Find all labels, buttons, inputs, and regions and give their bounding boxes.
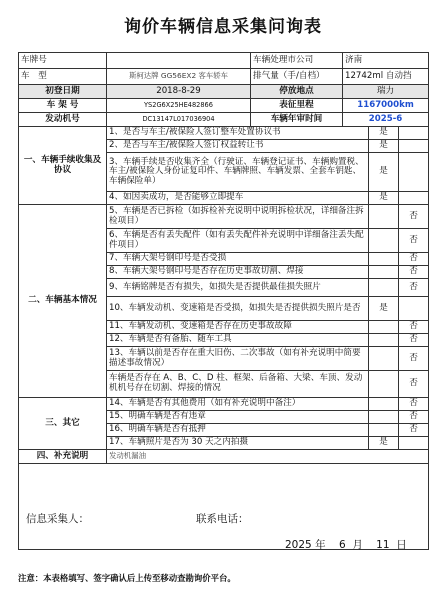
question-text: 16、明确车辆是否有抵押: [107, 424, 369, 437]
question-text: 15、明确车辆是否有违章: [107, 411, 369, 424]
engine-label: 发动机号: [19, 113, 107, 127]
sign-day-unit: 日: [396, 539, 407, 551]
agency-label: 车辆处理市公司: [251, 53, 343, 69]
answer-no: 否: [399, 229, 429, 253]
question-text: 11、车辆发动机、变速箱是否存在历史事故故障: [107, 321, 369, 334]
answer-yes: 是: [369, 437, 399, 450]
plate-row: [19, 53, 429, 69]
question-text: 14、车辆是否有其他费用（如有补充说明中备注）: [107, 398, 369, 411]
displacement-label: 排气量（手/自档）: [251, 69, 343, 85]
question-text: 8、车辆大架号钢印号是否存在历史事故切割、焊接: [107, 266, 369, 279]
question-row: [19, 205, 429, 229]
answer-yes: [369, 411, 399, 424]
plate-label: 车牌号: [19, 53, 107, 69]
question-text: 5、车辆是否已拆检（如拆检补充说明中说明拆检状况，详细备注拆检项目）: [107, 205, 369, 229]
question-row: [19, 127, 429, 140]
frame-label: 车 架 号: [19, 99, 107, 113]
sign-month-unit: 月: [352, 539, 363, 551]
answer-no: 否: [399, 205, 429, 229]
answer-yes: [369, 334, 399, 347]
sign-year: 2025: [285, 539, 312, 551]
reg-date-value: 2018-8-29: [107, 85, 251, 99]
section-1-label: 一、车辆手续收集及协议: [19, 127, 107, 205]
sign-year-unit: 年: [315, 539, 326, 551]
frame-row: [19, 99, 429, 113]
question-text: 6、车辆是否有丢失配件（如有丢失配件补充说明中详细备注丢失配件项目）: [107, 229, 369, 253]
annual-label: 车辆年审时间: [251, 113, 343, 127]
collector-label: 信息采集人：: [26, 513, 89, 525]
question-text: 12、车辆是否有备胎、随车工具: [107, 334, 369, 347]
footer-note: 注意：本表格填写、签字确认后上传至移动查勘询价平台。: [18, 573, 236, 583]
answer-no: 否: [399, 253, 429, 266]
answer-no: 否: [399, 279, 429, 297]
model-row: [19, 69, 429, 85]
answer-yes: [369, 266, 399, 279]
parking-value: 瑞力: [343, 85, 429, 99]
question-text: 7、车辆大架号钢印号是否受损: [107, 253, 369, 266]
question-text: 4、如因卖成功，是否能够立即提车: [107, 192, 369, 205]
answer-yes: 是: [369, 297, 399, 321]
engine-value: DC13147L017036904: [107, 113, 251, 127]
mileage-label: 表征里程: [251, 99, 343, 113]
answer-yes: [369, 424, 399, 437]
answer-yes: [369, 321, 399, 334]
question-text: 17、车辆照片是否为 30 天之内拍摄: [107, 437, 369, 450]
answer-yes: 是: [369, 127, 399, 140]
mileage-value: 1167000km: [343, 99, 429, 113]
sign-month: 6: [338, 539, 346, 551]
supplement-row: [19, 450, 429, 464]
form-title: 询价车辆信息采集问询表: [124, 17, 322, 37]
question-text: 10、车辆发动机、变速箱是否受损，如损失是否提供损失照片是否: [107, 297, 369, 321]
question-text: 3、车辆手续是否收集齐全（行驶证、车辆登记证书、车辆购置税、车主/被保险人身份证复印件、车辆牌照、车辆发票、全套车钥匙、车辆保险单）: [107, 153, 369, 192]
answer-no: [399, 127, 429, 140]
question-text: 车辆是否存在 A、B、C、D 柱、框架、后备箱、大梁、车顶、发动机机号存在切割、焊接的情况: [107, 371, 369, 398]
question-text: 13、车辆以前是否存在重大旧伤、二次事故（如有补充说明中简要描述事故情况）: [107, 347, 369, 371]
question-text: 2、是否与车主/被保险人签订权益转让书: [107, 140, 369, 153]
answer-no: 否: [399, 321, 429, 334]
displacement-value: 12742ml 自动挡: [343, 69, 429, 85]
answer-no: [399, 437, 429, 450]
answer-no: 否: [399, 266, 429, 279]
parking-label: 停放地点: [251, 85, 343, 99]
reg-date-label: 初登日期: [19, 85, 107, 99]
answer-no: 否: [399, 411, 429, 424]
supplement-value: 发动机漏油: [107, 450, 429, 464]
answer-no: 否: [399, 398, 429, 411]
phone-label: 联系电话：: [196, 513, 249, 525]
inquiry-form-table: [18, 52, 429, 550]
frame-value: YS2G6X25HE482866: [107, 99, 251, 113]
section-2-label: 二、车辆基本情况: [19, 205, 107, 398]
answer-no: 否: [399, 347, 429, 371]
answer-yes: [369, 398, 399, 411]
answer-yes: [369, 279, 399, 297]
question-text: 9、车辆铭牌是否有损失，如损失是否提供最佳损失照片: [107, 279, 369, 297]
annual-value: 2025-6: [343, 113, 429, 127]
sign-day: 11: [376, 539, 390, 551]
answer-no: [399, 192, 429, 205]
answer-yes: [369, 347, 399, 371]
answer-no: [399, 297, 429, 321]
answer-yes: 是: [369, 140, 399, 153]
answer-yes: [369, 229, 399, 253]
answer-no: 否: [399, 424, 429, 437]
model-value: 斯柯达牌 GG56EX2 客车轿车: [107, 69, 251, 85]
answer-yes: 是: [369, 192, 399, 205]
engine-row: [19, 113, 429, 127]
answer-no: [399, 140, 429, 153]
section-4-label: 四、补充说明: [19, 450, 107, 464]
agency-value: 济南: [343, 53, 429, 69]
section-3-label: 三、其它: [19, 398, 107, 450]
reg-date-row: [19, 85, 429, 99]
sign-date: [285, 537, 407, 552]
answer-no: [399, 153, 429, 192]
answer-yes: 是: [369, 153, 399, 192]
plate-value: [107, 53, 251, 69]
answer-no: 否: [399, 371, 429, 398]
answer-no: 否: [399, 334, 429, 347]
answer-yes: [369, 253, 399, 266]
model-label: 车 型: [19, 69, 107, 85]
question-text: 1、是否与车主/被保险人签订整车处置协议书: [107, 127, 369, 140]
answer-yes: [369, 205, 399, 229]
answer-yes: [369, 371, 399, 398]
question-row: [19, 398, 429, 411]
